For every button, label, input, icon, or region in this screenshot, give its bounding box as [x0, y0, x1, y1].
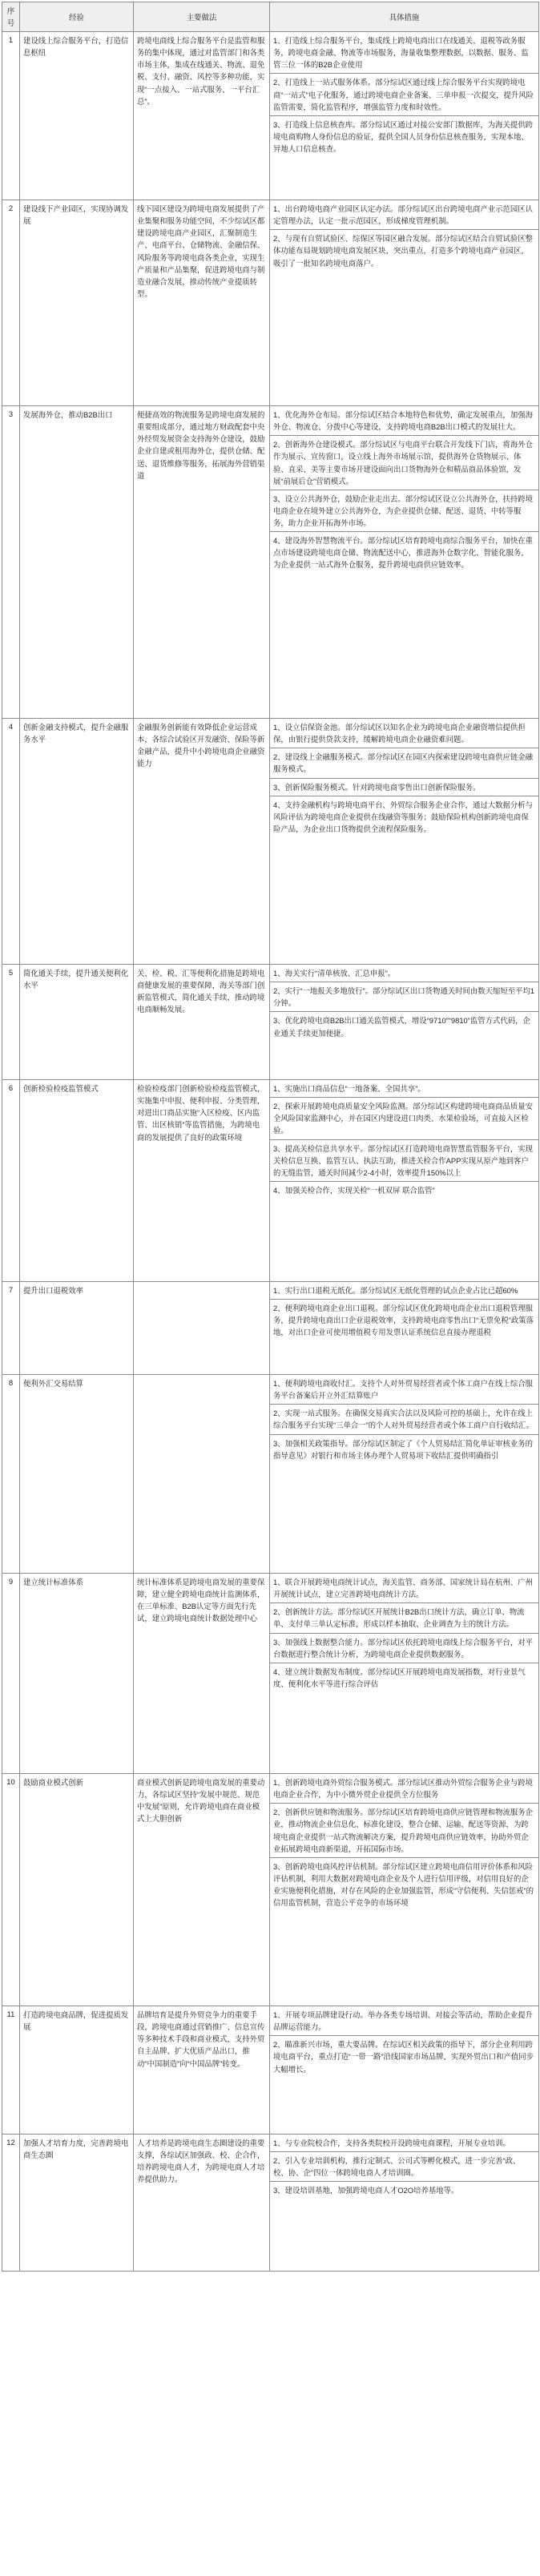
measure-text: 2、与现有自贸试验区、综保区等园区融合发展。部分综试区结合自贸试验区整体功能布局规划跨境电商发展区块，突出重点，打造多个跨境电商产业园区，吸引了一批知名跨境电商落户。 [273, 234, 533, 268]
table-row [2, 406, 539, 719]
table-row [2, 1282, 539, 1375]
measure-item [270, 1140, 538, 1182]
measure-text: 1、优化海外仓布局。部分综试区结合本地特色和优势，确定发展重点，加强海外仓、物流仓、分拨中心等建设，支持跨境电商B2B出口模式的发展壮大。 [273, 410, 533, 432]
measure-text: 1、实行出口退税无纸化。部分综试区无纸化管理的试点企业占比已超60% [273, 1286, 518, 1296]
approach-cell: 统计标准体系是跨境电商发展的重要保障，建立健全跨境电商统计监测体系，在三单标准、B2B认定等方面先行先试，建立跨境电商统计数据处理中心 [134, 1574, 270, 1774]
measure-text: 2、创新海外仓建设模式。部分综试区与电商平台联合开发线下门店，将海外仓作为展示、宣传窗口，设立线上海外市场展示馆，提供海外仓货物展示、体验、直采、美等主要市场开建设面向出口货物海外仓和精品商品体验馆，发展“前展后仓”营销模式。 [273, 440, 533, 486]
measure-text: 4、建立统计数据发布制度。部分综试区开展跨境电商发展指数，对行业景气度、便利化水平等进行综合评估 [273, 1667, 526, 1688]
measure-item [270, 1080, 538, 1098]
approach-cell: 便捷高效的物流服务是跨境电商发展的重要组成部分，通过地方财政配套中央外经贸发展资金支持海外仓建设，鼓励企业自建或租用海外仓，提供仓储、配送、退货维修等服务，拓展海外营销渠道 [134, 406, 270, 719]
experience-cell: 建设线下产业园区，实现协调发展 [20, 200, 134, 406]
measure-text: 3、加强相关政策指导。部分综试区制定了《个人贸易结汇简化单证审核业务的指导意见》对银行和市场主体办理个人贸易项下收结汇提供明确指引 [273, 1438, 533, 1460]
row-number: 10 [2, 1774, 20, 2006]
measure-text: 3、设立公共海外仓，鼓励企业走出去。部分综试区设立公共海外仓，扶持跨境电商企业在境外建立公共海外仓，为企业提供仓储、配送、退货、中转等服务，助力企业开拓海外市场。 [273, 494, 533, 527]
row-number: 6 [2, 1080, 20, 1282]
measure-item [270, 965, 538, 982]
measure-text: 3、提高关检信息共享水平。部分综试区打造跨境电商智慧监管服务平台，实现关检信息互换、监管互认、执法互助，推进关检合作APP实现从原产地到客户的无缝监管，通关时间减少2-4小时，效率提升150%以上 [273, 1143, 533, 1177]
measure-item [270, 1300, 538, 1340]
measure-item [270, 779, 538, 796]
row-number: 7 [2, 1282, 20, 1375]
measure-item [270, 2182, 538, 2199]
row-number: 5 [2, 965, 20, 1080]
measures-cell [270, 200, 539, 406]
measure-item [270, 796, 538, 837]
table-row [2, 1774, 539, 2006]
measure-item [270, 1603, 538, 1633]
measure-text: 2、引入专业培训机构，推行定制式、公司式等孵化模式，进一步完善“政、校、协、企”四位一体跨境电商人才培训圈。 [273, 2156, 521, 2178]
measure-item [270, 1375, 538, 1405]
measures-cell [270, 1574, 539, 1774]
table-row [2, 1375, 539, 1574]
measure-item [270, 1012, 538, 1041]
measure-item [270, 982, 538, 1012]
approach-cell: 商业模式创新是跨境电商发展的重要动力，各综试区坚持“发展中规范、规范中发展”原则，允许跨境电商在商业模式上大胆创新 [134, 1774, 270, 2006]
measure-text: 3、打造线上信息核查库。部分综试区通过对接公安部门数据库，为海关提供跨境电商购物人身份信息的验证，提供全国人员身份信息核查服务，实现本地、异地人口信息核查。 [273, 119, 533, 153]
measure-text: 3、建设培训基地，加强跨境电商人才O2O培养基地等。 [273, 2186, 459, 2195]
header-measures: 具体措施 [270, 2, 539, 32]
measure-item [270, 406, 538, 436]
measure-item [270, 1098, 538, 1139]
measure-item [270, 2135, 538, 2152]
experience-cell: 加强人才培育力度，完善跨境电商生态圈 [20, 2135, 134, 2272]
measures-cell [270, 1282, 539, 1375]
measure-text: 2、实行“一地报关多地放行”。部分综试区出口货物通关时间由数天缩短至平均1分钟。 [273, 986, 535, 1008]
measure-item [270, 1435, 538, 1464]
experience-cell: 提升出口退税效率 [20, 1282, 134, 1375]
row-number: 2 [2, 200, 20, 406]
measure-item [270, 532, 538, 573]
measures-cell [270, 2006, 539, 2135]
measure-item [270, 436, 538, 490]
measure-text: 2、瞄准新兴市场，重大要品牌。在综试区相关政策的指导下，部分企业利用跨境电商平台，重点打造“一带一路”沿线国家市场品牌，实现外贸出口和产值同步大幅增长。 [273, 2040, 534, 2074]
measure-item [270, 2036, 538, 2077]
measure-item [270, 1282, 538, 1300]
measure-text: 3、创新跨境电商风控评估机制。部分综试区建立跨境电商信用评价体系和风险评估机制，利用大数据对跨境电商企业及个人进行信用评级，对信用良好的企业实施便利化措施，对存在风险的企业加强监管，形成“守信便利、失信惩戒”的信用监管机制，营造公平竞争的市场环境 [273, 1861, 534, 1908]
measure-text: 4、加强关检合作，实现关检“一机双屏 联合监管” [273, 1185, 435, 1195]
experience-cell: 打造跨境电商品牌，促进提质发展 [20, 2006, 134, 2135]
experience-cell: 建设线上综合服务平台，打造信息枢纽 [20, 32, 134, 200]
approach-cell: 跨境电商线上综合服务平台是监管和服务的集中体现，通过对监管部门和各类市场主体，集成在线通关、物流、退免税、支付、融资、风控等多种功能，实现“一点接入、一站式服务、一平台汇总”。 [134, 32, 270, 200]
measure-text: 2、实现一站式服务。在确保交易真实合法以及风险可控的基础上，允许在线上综合服务平台实现“三单合一”的个人对外贸易经营者或个体工商户自行收结汇。 [273, 1409, 534, 1430]
approach-cell: 人才培养是跨境电商生态圈建设的重要支撑，各综试区加强政、校、企合作，培养跨境电商人才，为跨境电商人才培养提供助力。 [134, 2135, 270, 2272]
measure-item [270, 1804, 538, 1857]
row-number: 9 [2, 1574, 20, 1774]
measure-item [270, 719, 538, 748]
approach-cell: 关、检、税、汇等便利化措施是跨境电商健康发展的重要保障，海关等部门创新监管模式，简化通关手续，推动跨境电商顺畅发展。 [134, 965, 270, 1080]
measure-text: 3、加强线上数据整合能力。部分综试区依托跨境电商线上综合服务平台，对平台数据进行整合统计分析，为跨境电商企业提供数据服务。 [273, 1637, 533, 1659]
measure-text: 1、创新跨境电商外贸综合服务模式。部分综试区推动外贸综合服务企业与跨境电商企业合作，为中小微外贸企业提供全方位服务 [273, 1778, 533, 1800]
row-number: 8 [2, 1375, 20, 1574]
approach-cell: 金融服务创新能有效降低企业运营成本，各综合试验区开发融资、保险等新金融产品，提升中小跨境电商企业融资能力 [134, 719, 270, 965]
table-row [2, 200, 539, 406]
measure-text: 1、实施出口商品信息“一地备案、全国共享”。 [273, 1084, 425, 1094]
measure-text: 2、建设线上金融服务模式。部分综试区在园区内探索建设跨境电商供应链金融服务模式。 [273, 752, 533, 774]
measure-text: 1、与专业院校合作，支持各类院校开设跨境电商课程，开展专业培训。 [273, 2139, 510, 2148]
row-number: 3 [2, 406, 20, 719]
measure-item [270, 2152, 538, 2182]
measure-item [270, 490, 538, 532]
measure-item [270, 200, 538, 230]
measures-cell [270, 1774, 539, 2006]
table-row [2, 2135, 539, 2272]
header-row [2, 2, 539, 32]
approach-cell [134, 1375, 270, 1574]
header-approach: 主要做法 [134, 2, 270, 32]
measures-cell [270, 32, 539, 200]
measure-text: 2、探索开展跨境电商质量安全风险监测。部分综试区构建跨境电商商品质量安全风险国家监测中心，并在园区内建设进口肉类、水果检验场，可直接入区检验。 [273, 1102, 533, 1135]
measure-item [270, 1574, 538, 1603]
header-num: 序号 [2, 2, 20, 32]
experience-cell: 便利外汇交易结算 [20, 1375, 134, 1574]
measure-item [270, 74, 538, 115]
measures-cell [270, 1375, 539, 1574]
table-row [2, 965, 539, 1080]
measure-item [270, 1774, 538, 1804]
measure-item [270, 1405, 538, 1434]
approach-cell: 品牌培育是提升外贸竞争力的重要手段，跨境电商通过营销推广、信息宣传等多种技术手段和商业模式，支持外贸自主品牌、扩大优质产品出口，推动“中国制造”向“中国品牌”转变。 [134, 2006, 270, 2135]
row-number: 11 [2, 2006, 20, 2135]
measure-text: 2、创新统计方法。部分综试区开展统计B2B出口统计方法，确立订单、物流单、支付单三单认定标准，形成以样本抽取、企业调查为主的统计方法。 [273, 1607, 525, 1629]
measure-item [270, 1634, 538, 1663]
row-number: 12 [2, 2135, 20, 2272]
experience-cell: 简化通关手续，提升通关便利化水平 [20, 965, 134, 1080]
experience-cell: 创新金融支持模式，提升金融服务水平 [20, 719, 134, 965]
measure-item [270, 230, 538, 271]
row-number: 1 [2, 32, 20, 200]
experience-cell: 创新检验检疫监管模式 [20, 1080, 134, 1282]
measure-text: 1、设立信保资金池。部分综试区以知名企业为跨境电商企业融资增信提供担保，由银行提供贷款支持，缓解跨境电商企业融资难问题。 [273, 723, 526, 744]
measure-text: 1、打造线上综合服务平台，集成线上跨境电商出口在线通关、退税等政务服务，跨境电商金融、物流等市场服务，海量收集整理数据，以数据、服务、监管三位一体的B2B企业使用 [273, 36, 529, 70]
measure-text: 2、创新供应链和物流服务。部分综试区培育跨境电商供应链管理和物流服务企业，推动物流企业信息化、标准化建设，整合仓储、运输、配送等资源，为跨境电商企业提供一站式物流解决方案，提升跨境电商供应链效率，协助外贸企业拓展跨境电商新渠道，开拓国际市场。 [273, 1808, 533, 1853]
approach-cell: 线下园区建设为跨境电商发展提供了产业集聚和服务功能空间，不少综试区都建设跨境电商产业园区，汇聚制造生产、电商平台、仓储物流、金融信保、风险服务等跨境电商各类企业，实现生产质量和产品集聚，促进跨境电商与制造业融合发展，推动传统产业提质转型。 [134, 200, 270, 406]
table-row [2, 1574, 539, 1774]
measure-text: 2、便利跨境电商企业出口退税。部分综试区优化跨境电商企业出口退税管理服务，提升跨境电商出口企业退税效率，支持跨境电商零售出口“无票免税”政策落地，对出口企业可使用增值税专用发票认证系统信息直接办理退税 [273, 1304, 534, 1337]
measure-item [270, 116, 538, 157]
table-row [2, 2006, 539, 2135]
measure-text: 2、打造线上一站式服务体系。部分综试区通过线上综合服务平台实现跨境电商“一站式”电子化服务，通过跨境电商企业备案、三单申报一次提交，提升风险监管需要，简化监管程序，增强监管力度和时效性。 [273, 78, 534, 111]
measure-item [270, 1182, 538, 1199]
measure-text: 1、联合开展跨境电商统计试点，海关监管、商务部、国家统计局在杭州、广州开展统计试点，建立完善跨境电商统计方法。 [273, 1578, 533, 1599]
measure-text: 4、支持金融机构与跨境电商平台、外贸综合服务企业合作，通过大数据分析与风险评估为跨境电商企业提供在线融资等服务；鼓励保险机构创新跨境电商保险产品，为企业出口货物提供全流程保险服务。 [273, 800, 533, 833]
measures-cell [270, 1080, 539, 1282]
experience-cell: 鼓励商业模式创新 [20, 1774, 134, 2006]
measure-item [270, 32, 538, 74]
measure-item [270, 1663, 538, 1692]
table-row [2, 1080, 539, 1282]
row-number: 4 [2, 719, 20, 965]
measure-text: 1、便利跨境电商收付汇。支持个人对外贸易经营者或个体工商户在线上综合服务平台备案后开立外汇结算账户 [273, 1379, 533, 1401]
measure-text: 1、出台跨境电商产业园区认定办法。部分综试区出台跨境电商产业示范园区认定管理办法，认定一批示范园区，形成梯度管理机制。 [273, 204, 533, 226]
approach-cell [134, 1282, 270, 1375]
header-experience: 经验 [20, 2, 134, 32]
measures-cell [270, 406, 539, 719]
measure-text: 1、海关实行“清单核放、汇总申报”。 [273, 969, 396, 978]
table-row [2, 32, 539, 200]
measure-text: 3、优化跨境电商B2B出口通关监管模式，增设“9710”“9810”监管方式代码，企业通关手续更加便捷。 [273, 1016, 530, 1038]
experience-cell: 建立统计标准体系 [20, 1574, 134, 1774]
measures-cell [270, 965, 539, 1080]
measure-item [270, 1858, 538, 1911]
measures-cell [270, 719, 539, 965]
measures-table [2, 2, 539, 2272]
measure-item [270, 748, 538, 778]
measure-text: 4、建设海外智慧物流平台。部分综试区培育跨境电商综合服务平台，加快在重点市场建设跨境电商仓储、物流配送中心，推进海外仓数字化、智能化服务，为企业提供一站式海外仓服务，提升跨境电商供应链效率。 [273, 536, 533, 570]
measure-text: 3、创新保险服务模式。针对跨境电商零售出口创新保险服务。 [273, 782, 481, 792]
approach-cell: 检验检疫部门创新检验检疫监管模式，实施集中申报、便利申报、分类管理，对进出口商品实施“入区检疫、区内监管、出区核销”等监管措施，为跨境电商的发展提供了良好的政策环境 [134, 1080, 270, 1282]
experience-cell: 发展海外仓，推动B2B出口 [20, 406, 134, 719]
measure-text: 1、开展专项品牌建设行动。举办各类专场培训、对接会等活动，帮助企业提升品牌运营能力。 [273, 2010, 533, 2032]
measure-item [270, 2006, 538, 2036]
measures-cell [270, 2135, 539, 2272]
table-row [2, 719, 539, 965]
